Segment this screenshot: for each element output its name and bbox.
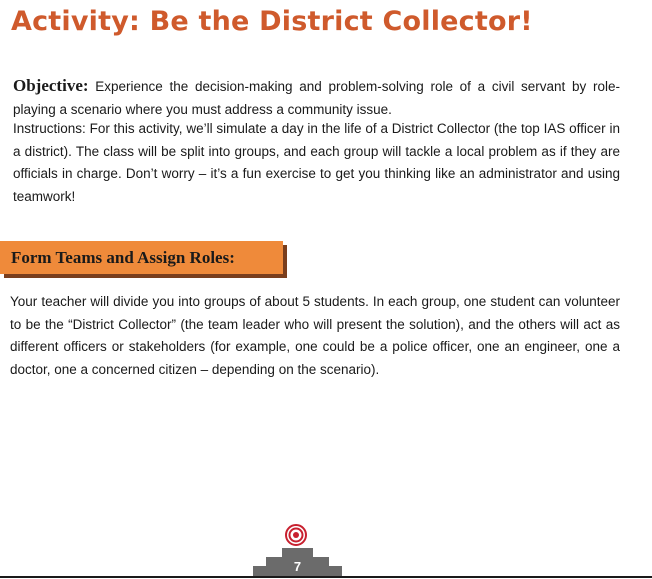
page-number: [266, 557, 329, 576]
section-heading-text: Form Teams and Assign Roles:: [11, 247, 235, 267]
target-icon: [285, 524, 307, 546]
footer-rule: [0, 576, 652, 578]
instructions-paragraph: Instructions: For this activity, we’ll simulate a day in the life of a District Collector (the top IAS officer in a district). The class will be split into groups, and each group will tackle a local problem as if they are officials in charge. Don’t worry – it’s a fun exercise to get you thinking like an administrator and using teamwork!: [13, 121, 620, 204]
section-paragraph: Your teacher will divide you into groups of about 5 students. In each group, one student can volunteer to be the “District Collector” (the team leader who will present the solution), and the others will act as different officers or stakeholders (for example, one could be a police officer, one an engineer, one a doctor, one a concerned citizen – depending on the scenario).: [10, 294, 620, 377]
podium-right-step: [329, 566, 342, 576]
objective-text: Experience the decision-making and problem-solving role of a civil servant by role-playing a scenario where you must address a community issue.: [13, 79, 620, 117]
page-number-text: 7: [293, 559, 302, 574]
page-title: Activity: Be the District Collector!: [11, 6, 533, 37]
podium-left-step: [253, 566, 266, 576]
section-heading: [0, 241, 283, 274]
objective-paragraph: [13, 75, 620, 121]
objective-label: Objective:: [13, 76, 89, 95]
podium-top-step: [282, 548, 313, 557]
